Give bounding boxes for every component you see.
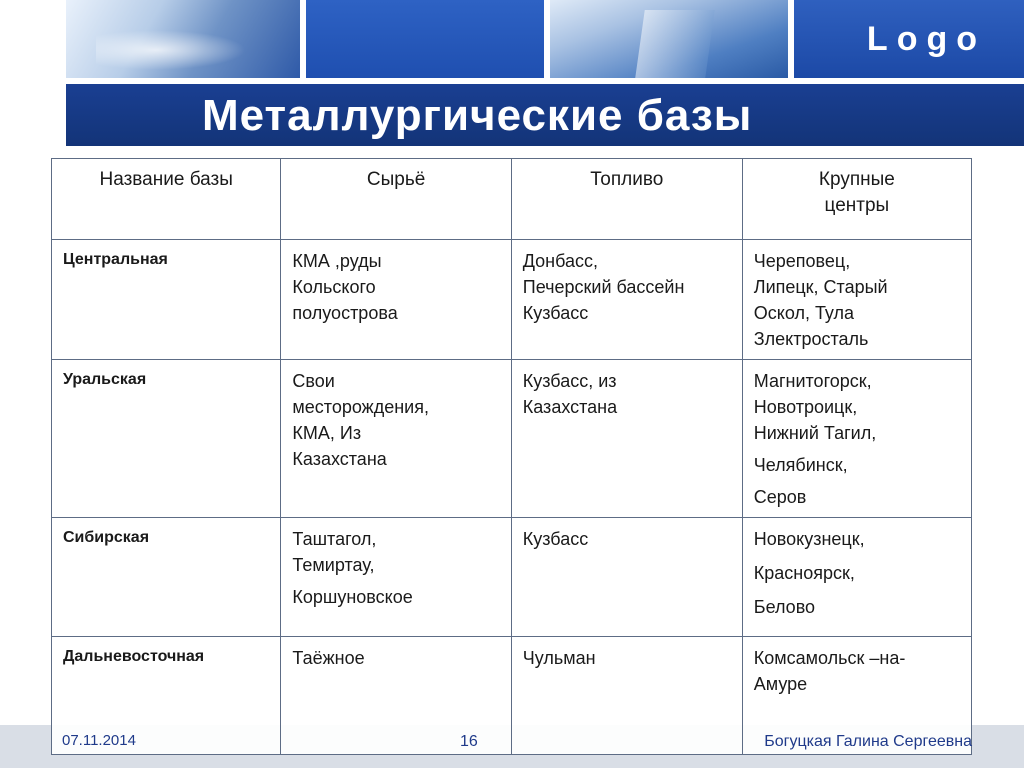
cell-centers [742,360,971,518]
column-header-fuel [511,159,742,240]
footer-page-number: 16 [460,733,478,750]
footer-author: Богуцкая Галина Сергеевна [764,733,972,750]
cell-line: Нижний Тагил, [753,423,877,443]
cell-fuel [511,360,742,518]
cell-base-name: Уральская [52,360,281,518]
cell-raw [281,240,511,360]
header-text: центры [824,195,890,216]
cell-fuel [511,637,742,755]
table-header-row [52,159,972,240]
cell-line: Казахстана [522,397,618,417]
cell-line: Белово [753,597,816,617]
cell-line: Оскол, Тула [753,303,855,323]
cell-line: Кузбасс, из [522,371,617,391]
cell-line: Кузбасс [522,529,589,549]
cell-line: Таёжное [292,648,365,668]
header-blue-panel [306,0,544,78]
cell-line: Кольского [292,277,376,297]
column-header-name [52,159,281,240]
cell-line: Череповец, [753,251,851,271]
cell-line: Коршуновское [292,587,413,607]
column-header-raw [281,159,511,240]
cell-line: Амуре [753,674,808,694]
cell-line: Новокузнецк, [753,529,865,549]
cell-line: Чульман [522,648,596,668]
cell-line: Челябинск, [753,455,848,475]
cell-line: Липецк, Старый [753,277,888,297]
cell-line: Казахстана [292,449,387,469]
cell-line: Свои [292,371,335,391]
cell-centers [742,240,971,360]
cell-line: Таштагол, [292,529,377,549]
table-row [52,240,972,360]
cell-line: Донбасс, [522,251,599,271]
logo: Logo [866,20,986,58]
cell-base-name: Центральная [52,240,281,360]
cell-line: КМА ,руды [292,251,382,271]
cell-line: Красноярск, [753,563,855,583]
header-text: Название базы [99,169,233,190]
cell-line: Серов [753,487,807,507]
cell-line: Новотроицк, [753,397,858,417]
header-text: Крупные [818,169,895,190]
cell-line: Магнитогорск, [753,371,872,391]
header-banner [0,0,1024,78]
header-text: Топливо [590,169,664,190]
cell-fuel [511,240,742,360]
cell-line: Темиртау, [292,555,375,575]
cell-raw [281,518,511,637]
cell-base-name: Сибирская [52,518,281,637]
cell-raw [281,360,511,518]
cell-line: Комсамольск –на- [753,648,906,668]
cell-line: КМА, Из [292,423,362,443]
header-image-building [550,0,788,78]
cell-line: Кузбасс [522,303,589,323]
header-image-keyboard [66,0,300,78]
footer-date: 07.11.2014 [62,732,136,749]
cell-centers [742,518,971,637]
metallurgy-table [51,158,972,755]
header-image-highlight [96,30,246,70]
cell-line: Печерский бассейн [522,277,685,297]
table-row [52,360,972,518]
cell-line: Злектросталь [753,329,869,349]
table-row [52,518,972,637]
cell-base-name: Дальневосточная [52,637,281,755]
header-text: Сырьё [366,169,426,190]
column-header-centers [742,159,971,240]
cell-line: полуострова [292,303,398,323]
slide-title: Металлургические базы [202,91,753,140]
cell-fuel [511,518,742,637]
header-image-tower [635,10,715,78]
header-logo-panel [794,0,1024,78]
cell-line: месторождения, [292,397,429,417]
